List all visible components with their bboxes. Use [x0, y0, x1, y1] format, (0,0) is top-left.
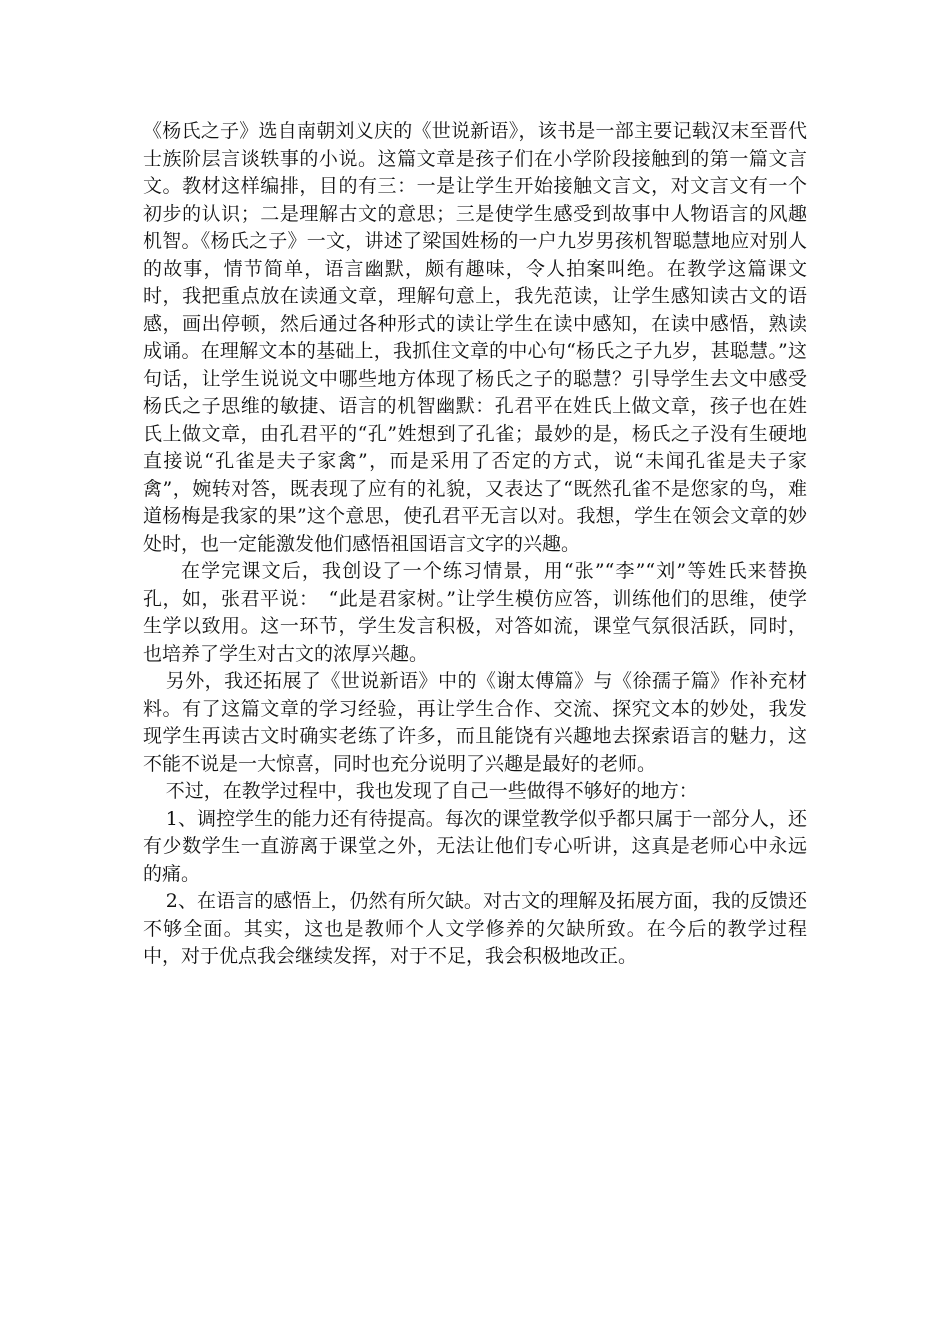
- paragraph-shortcoming-2: 2、在语言的感悟上，仍然有所欠缺。对古文的理解及拓展方面，我的反馈还不够全面。其实，这也是教师个人文学修养的欠缺所致。在今后的教学过程中，对于优点我会继续发挥，对于不足，我会积极地改正。: [143, 890, 807, 967]
- paragraph-intro: 《杨氏之子》选自南朝刘义庆的《世说新语》，该书是一部主要记载汉末至晋代士族阶层言谈轶事的小说。这篇文章是孩子们在小学阶段接触到的第一篇文言文。教材这样编排，目的有三：一是让学生开始接触文言文，对文言文有一个初步的认识；二是理解古文的意思；三是使学生感受到故事中人物语言的风趣机智。《杨氏之子》一文，讲述了梁国姓杨的一户九岁男孩机智聪慧地应对别人的故事，情节简单，语言幽默，颇有趣味，令人拍案叫绝。在教学这篇课文时，我把重点放在读通文章，理解句意上，我先范读，让学生感知读古文的语感，画出停顿，然后通过各种形式的读让学生在读中感知，在读中感悟，熟读成诵。在理解文本的基础上，我抓住文章的中心句“杨氏之子九岁，甚聪慧。”这句话，让学生说说文中哪些地方体现了杨氏之子的聪慧？引导学生去文中感受杨氏之子思维的敏捷、语言的机智幽默：孔君平在姓氏上做文章，孩子也在姓氏上做文章，由孔君平的“孔”姓想到了孔雀；最妙的是，杨氏之子没有生硬地直接说“孔雀是夫子家禽”，而是采用了否定的方式，说“未闻孔雀是夫子家禽”，婉转对答，既表现了应有的礼貌，又表达了“既然孔雀不是您家的鸟，难道杨梅是我家的果”这个意思，使孔君平无言以对。我想，学生在领会文章的妙处时，也一定能激发他们感悟祖国语言文字的兴趣。: [143, 120, 807, 555]
- paragraph-shortcoming-1: 1、调控学生的能力还有待提高。每次的课堂教学似乎都只属于一部分人，还有少数学生一直游离于课堂之外，无法让他们专心听讲，这真是老师心中永远的痛。: [143, 807, 807, 885]
- paragraph-extension: 另外，我还拓展了《世说新语》中的《谢太傅篇》与《徐孺子篇》作补充材料。有了这篇文章的学习经验，再让学生合作、交流、探究文本的妙处，我发现学生再读古文时确实老练了许多，而且能饶有兴趣地去探索语言的魅力，这不能不说是一大惊喜，同时也充分说明了兴趣是最好的老师。: [143, 670, 807, 775]
- paragraph-shortcomings-intro: 不过，在教学过程中，我也发现了自己一些做得不够好的地方：: [165, 780, 698, 802]
- paragraph-practice: 在学完课文后，我创设了一个练习情景，用“张”“李”“刘”等姓氏来替换孔，如，张君平说： “此是君家树。”让学生模仿应答，训练他们的思维，使学生学以致用。这一环节，学生发言积极，对答如流，课堂气氛很活跃，同时，也培养了学生对古文的浓厚兴趣。: [143, 560, 807, 665]
- document-body: [143, 118, 807, 971]
